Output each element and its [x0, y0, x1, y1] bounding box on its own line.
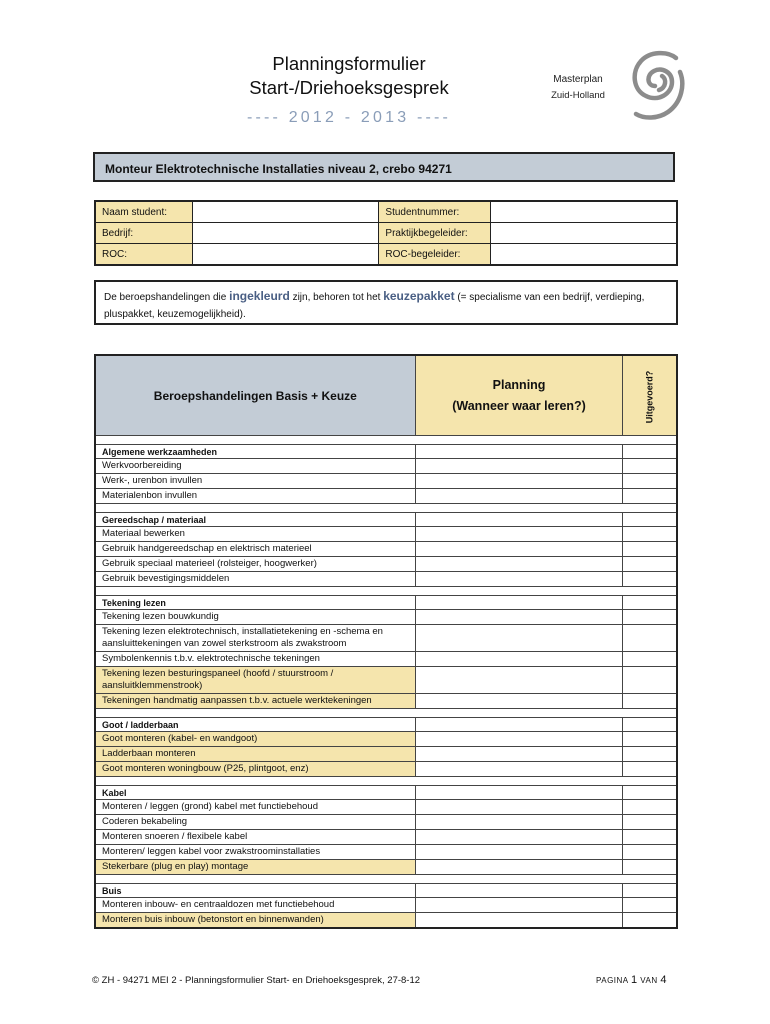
section-done-cell [623, 513, 677, 527]
section-header [95, 445, 677, 459]
task-row [95, 762, 677, 777]
done-checkbox-cell[interactable] [623, 913, 677, 929]
done-checkbox-cell[interactable] [623, 527, 677, 542]
section-title: Buis [102, 886, 122, 896]
done-checkbox-cell[interactable] [623, 845, 677, 860]
note-part-2: zijn, behoren tot het [289, 292, 384, 303]
section-done-cell [623, 718, 677, 732]
task-row [95, 913, 677, 929]
planning-cell[interactable] [415, 845, 623, 860]
column-header-planning [415, 355, 623, 436]
task-label: Tekeningen handmatig aanpassen t.b.v. actuele werktekeningen [95, 694, 415, 709]
done-checkbox-cell[interactable] [623, 830, 677, 845]
task-label: Monteren / leggen (grond) kabel met functiebehoud [95, 800, 415, 815]
legend-note [94, 280, 678, 325]
task-row [95, 694, 677, 709]
spacer-cell [95, 875, 677, 884]
task-label: Coderen bekabeling [95, 815, 415, 830]
task-row [95, 489, 677, 504]
section-title: Goot / ladderbaan [102, 720, 179, 730]
task-row [95, 652, 677, 667]
planning-header-line-2: (Wanneer waar leren?) [452, 398, 586, 413]
column-header-done [623, 355, 677, 436]
planning-cell[interactable] [415, 860, 623, 875]
task-row [95, 815, 677, 830]
task-row [95, 474, 677, 489]
task-row [95, 667, 677, 694]
masterplan-logo-icon [628, 48, 688, 122]
brand-line-1: Masterplan [553, 74, 603, 85]
task-label: Goot monteren (kabel- en wandgoot) [95, 732, 415, 747]
label-student-name: Naam student: [95, 201, 193, 223]
practice-supervisor-field[interactable] [491, 223, 677, 244]
qualification-title: Monteur Elektrotechnische Installaties niveau 2, crebo 94271 [93, 152, 675, 182]
planning-cell[interactable] [415, 898, 623, 913]
planning-cell[interactable] [415, 694, 623, 709]
task-row [95, 845, 677, 860]
column-header-tasks: Beroepshandelingen Basis + Keuze [95, 355, 415, 436]
section-header [95, 513, 677, 527]
planning-cell[interactable] [415, 762, 623, 777]
roc-field[interactable] [193, 244, 379, 266]
section-header [95, 786, 677, 800]
done-checkbox-cell[interactable] [623, 652, 677, 667]
done-checkbox-cell[interactable] [623, 762, 677, 777]
of-label: VAN [640, 976, 658, 985]
page-total: 4 [660, 974, 668, 986]
student-name-field[interactable] [193, 201, 379, 223]
done-checkbox-cell[interactable] [623, 459, 677, 474]
label-company: Bedrijf: [95, 223, 193, 244]
section-title: Algemene werkzaamheden [102, 447, 218, 457]
planning-header-line-1: Planning [492, 377, 546, 392]
section-planning-cell [415, 445, 623, 459]
task-label: Tekening lezen bouwkundig [95, 610, 415, 625]
section-planning-cell [415, 884, 623, 898]
note-highlight-package: keuzepakket [383, 289, 455, 303]
done-checkbox-cell[interactable] [623, 800, 677, 815]
page-number: 1 [630, 974, 638, 986]
task-row [95, 898, 677, 913]
task-label: Werk-, urenbon invullen [95, 474, 415, 489]
planning-cell[interactable] [415, 625, 623, 652]
task-row [95, 625, 677, 652]
task-row [95, 459, 677, 474]
done-checkbox-cell[interactable] [623, 732, 677, 747]
spacer-cell [95, 436, 677, 445]
task-row [95, 527, 677, 542]
task-label: Ladderbaan monteren [95, 747, 415, 762]
task-row [95, 830, 677, 845]
section-spacer [95, 709, 677, 718]
section-done-cell [623, 786, 677, 800]
task-label: Goot monteren woningbouw (P25, plintgoot, enz) [95, 762, 415, 777]
page-label: PAGINA [596, 976, 629, 985]
section-header [95, 718, 677, 732]
spacer-cell [95, 777, 677, 786]
task-label: Symbolenkennis t.b.v. elektrotechnische tekeningen [95, 652, 415, 667]
page-title [196, 52, 502, 100]
section-planning-cell [415, 513, 623, 527]
section-title: Kabel [102, 788, 127, 798]
task-label: Tekening lezen besturingspaneel (hoofd / stuurstroom / aansluitklemmenstrook) [95, 667, 415, 694]
planning-cell[interactable] [415, 747, 623, 762]
note-part-1: De beroepshandelingen die [104, 292, 230, 303]
done-header-label: Uitgevoerd? [644, 370, 655, 423]
done-checkbox-cell[interactable] [623, 860, 677, 875]
planning-cell[interactable] [415, 652, 623, 667]
planning-cell[interactable] [415, 732, 623, 747]
label-practice-supervisor: Praktijkbegeleider: [379, 223, 491, 244]
done-checkbox-cell[interactable] [623, 542, 677, 557]
section-done-cell [623, 445, 677, 459]
planning-cell[interactable] [415, 913, 623, 929]
title-line-1: Planningsformulier [272, 53, 426, 74]
section-title: Tekening lezen [102, 598, 166, 608]
planning-cell[interactable] [415, 527, 623, 542]
spacer-cell [95, 587, 677, 596]
done-checkbox-cell[interactable] [623, 625, 677, 652]
done-checkbox-cell[interactable] [623, 747, 677, 762]
planning-cell[interactable] [415, 474, 623, 489]
task-label: Materiaal bewerken [95, 527, 415, 542]
done-checkbox-cell[interactable] [623, 572, 677, 587]
footer-reference: © ZH - 94271 MEI 2 - Planningsformulier Start- en Driehoeksgesprek, 27-8-12 [92, 975, 421, 986]
label-roc: ROC: [95, 244, 193, 266]
student-info-table [94, 200, 678, 266]
task-row [95, 860, 677, 875]
task-label: Monteren/ leggen kabel voor zwakstroominstallaties [95, 845, 415, 860]
task-row [95, 732, 677, 747]
section-planning-cell [415, 786, 623, 800]
task-row [95, 610, 677, 625]
done-checkbox-cell[interactable] [623, 898, 677, 913]
student-number-field[interactable] [491, 201, 677, 223]
task-row [95, 747, 677, 762]
planning-table [94, 354, 678, 929]
section-spacer [95, 875, 677, 884]
section-spacer [95, 777, 677, 786]
section-planning-cell [415, 718, 623, 732]
section-header [95, 884, 677, 898]
planning-cell[interactable] [415, 610, 623, 625]
task-row [95, 800, 677, 815]
section-planning-cell [415, 596, 623, 610]
planning-cell[interactable] [415, 830, 623, 845]
done-checkbox-cell[interactable] [623, 610, 677, 625]
label-student-number: Studentnummer: [379, 201, 491, 223]
planning-cell[interactable] [415, 815, 623, 830]
section-spacer [95, 504, 677, 513]
section-done-cell [623, 884, 677, 898]
section-spacer [95, 587, 677, 596]
done-checkbox-cell[interactable] [623, 489, 677, 504]
school-year: ---- 2012 - 2013 ---- [246, 109, 452, 126]
done-checkbox-cell[interactable] [623, 557, 677, 572]
section-done-cell [623, 596, 677, 610]
section-title: Gereedschap / materiaal [102, 515, 207, 525]
done-checkbox-cell[interactable] [623, 694, 677, 709]
note-highlight-colored: ingekleurd [229, 289, 290, 303]
section-header [95, 596, 677, 610]
roc-supervisor-field[interactable] [491, 244, 677, 266]
task-label: Gebruik bevestigingsmiddelen [95, 572, 415, 587]
task-label: Gebruik handgereedschap en elektrisch materieel [95, 542, 415, 557]
planning-cell[interactable] [415, 800, 623, 815]
planning-cell[interactable] [415, 557, 623, 572]
note-part-3: (= specialisme van een bedrijf, verdieping, pluspakket, keuzemogelijkheid). [104, 292, 645, 320]
task-label: Monteren inbouw- en centraaldozen met functiebehoud [95, 898, 415, 913]
task-label: Monteren buis inbouw (betonstort en binnenwanden) [95, 913, 415, 929]
planning-cell[interactable] [415, 489, 623, 504]
task-row [95, 557, 677, 572]
label-roc-supervisor: ROC-begeleider: [379, 244, 491, 266]
done-checkbox-cell[interactable] [623, 815, 677, 830]
planning-cell[interactable] [415, 572, 623, 587]
task-label: Monteren snoeren / flexibele kabel [95, 830, 415, 845]
task-label: Werkvoorbereiding [95, 459, 415, 474]
task-label: Tekening lezen elektrotechnisch, installatietekening en -schema en aansluittekeningen van zowel sterkstroom als zwakstroom [95, 625, 415, 652]
section-spacer [95, 436, 677, 445]
page-indicator [596, 974, 667, 986]
planning-cell[interactable] [415, 667, 623, 694]
done-checkbox-cell[interactable] [623, 474, 677, 489]
spacer-cell [95, 709, 677, 718]
task-row [95, 542, 677, 557]
title-line-2: Start-/Driehoeksgesprek [249, 77, 449, 98]
planning-cell[interactable] [415, 542, 623, 557]
company-field[interactable] [193, 223, 379, 244]
task-label: Stekerbare (plug en play) montage [95, 860, 415, 875]
task-label: Gebruik speciaal materieel (rolsteiger, hoogwerker) [95, 557, 415, 572]
spacer-cell [95, 504, 677, 513]
brand-line-2: Zuid-Holland [551, 90, 605, 101]
task-row [95, 572, 677, 587]
brand-text [540, 72, 616, 104]
planning-cell[interactable] [415, 459, 623, 474]
task-label: Materialenbon invullen [95, 489, 415, 504]
done-checkbox-cell[interactable] [623, 667, 677, 694]
